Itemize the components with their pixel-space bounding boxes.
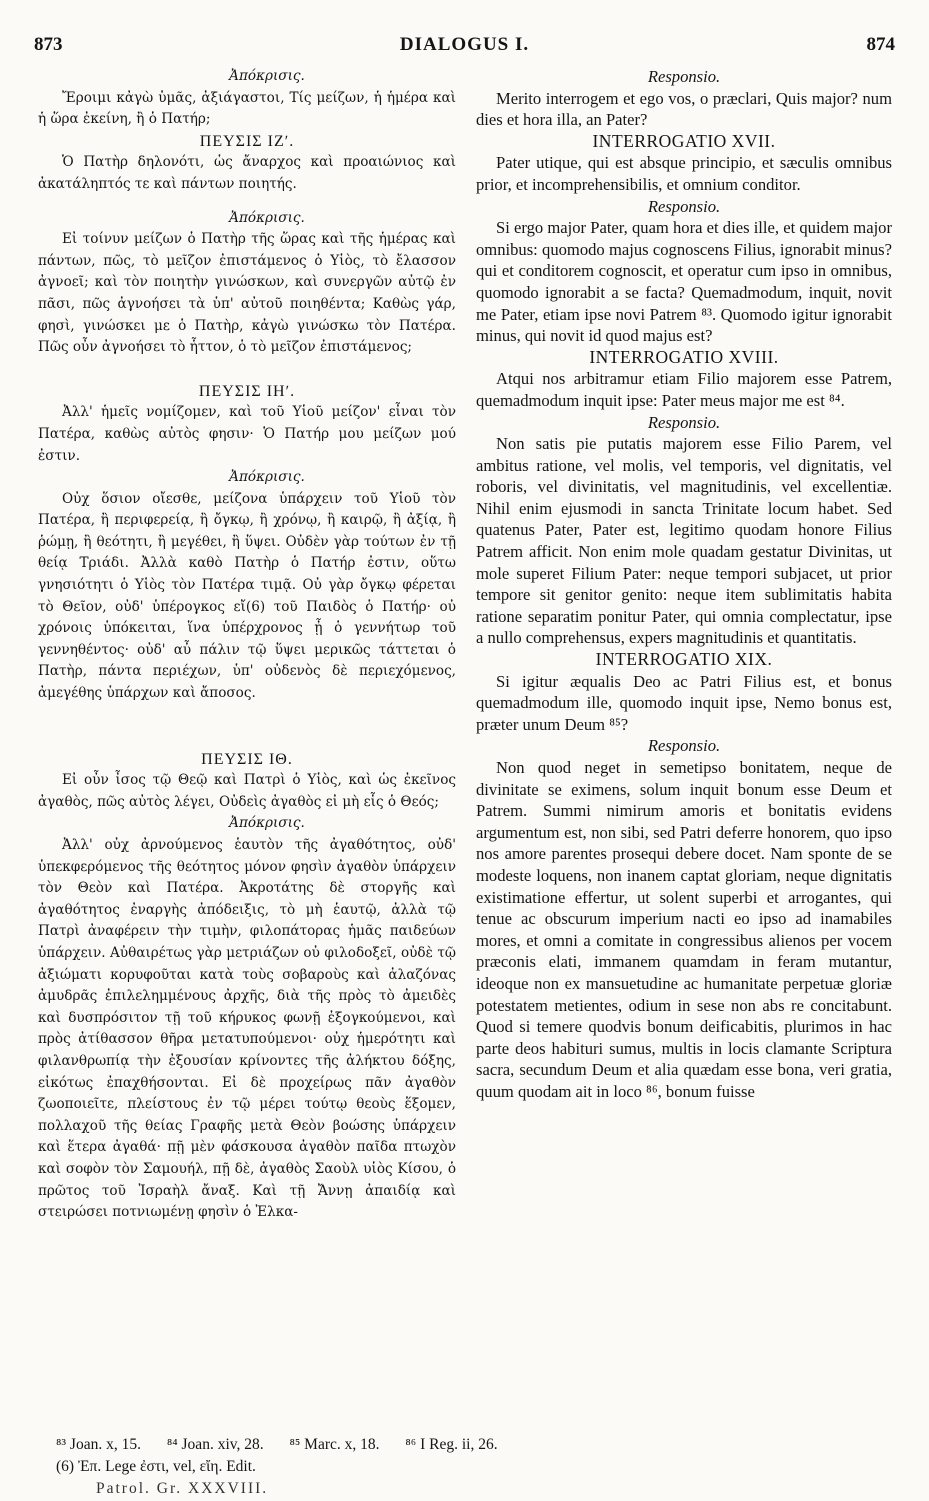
question-heading: ΠΕΥΣΙΣ ΙΘ.: [201, 750, 293, 768]
response-label: Ἀπόκρισις.: [229, 469, 305, 486]
question-heading: INTERROGATIO XIX.: [595, 649, 773, 670]
response-label: Responsio.: [647, 736, 721, 756]
footnote-83: ⁸³ Joan. x, 15.: [56, 1436, 141, 1453]
running-header: [0, 34, 929, 58]
paragraph: Merito interrogem et ego vos, o præclari, Quis major? num dies et hora illa, an Pater?: [476, 88, 892, 130]
paragraph: Ὁ Πατὴρ δηλονότι, ὡς ἄναρχος καὶ προαιώνιος καὶ ἀκατάληπτός τε καὶ πάντων ποιητής.: [38, 154, 456, 192]
spacer: [38, 359, 456, 381]
response-label: Ἀπόκρισις.: [229, 68, 305, 84]
greek-column: [38, 66, 456, 1430]
question-heading: INTERROGATIO XVII.: [592, 130, 776, 151]
response-label: Ἀπόκρισις.: [229, 815, 305, 832]
footnote-85: ⁸⁵ Marc. x, 18.: [289, 1436, 380, 1453]
paragraph: Si igitur æqualis Deo ac Patri Filius est, et bonus quemadmodum ille, quomodo inquit ipse, Nemo bonus est, præter unum Deum ⁸⁵?: [476, 671, 892, 734]
latin-column: [476, 66, 892, 1430]
paragraph: Οὐχ ὅσιον οἴεσθε, μείζονα ὑπάρχειν τοῦ Υἱοῦ τὸν Πατέρα, ἢ περιφερείᾳ, ἢ ὄγκῳ, ἢ χρόνῳ, ἢ καιρῷ, ἢ ἀξίᾳ, ἢ ῥώμῃ, ἢ θεότητι, ἢ μεγέθει, ἢ ὕψει. Οὐδὲν γὰρ τούτων ἐν τῇ θείᾳ Τριάδι. Ἀλλὰ καθὸ Πατὴρ ὁ Πατήρ ἐστιν, οὕτω γνησιότητι ὁ Υἱὸς τὸν Πατέρα τιμᾷ. Οὐ γὰρ ὄγκῳ φέρεται τὸ Θεῖον, οὐδ' ὑπέρογκος εἴ(6) τοῦ Παιδὸς ὁ Πατήρ· οὐ χρόνοις ὑπόκειται, ἵνα ὑπέρχρονος ᾖ ὁ γεννήτωρ τοῦ γεννηθέντος· οὐδ' αὖ πάλιν τῷ ὕψει μερικῶς τάττεται ὁ Πατὴρ, πάντα περιέχων, ὑπ' οὐδενὸς δὲ περιεχόμενος, ἀμεγέθης ὑπάρχων καὶ ἄποσος.: [38, 490, 456, 702]
question-heading: INTERROGATIO XVIII.: [589, 346, 779, 367]
footnote-86: ⁸⁶ I Reg. ii, 26.: [405, 1436, 498, 1453]
paragraph: Ἀλλ' οὐχ ἀρνούμενος ἑαυτὸν τῆς ἀγαθότητος, οὐδ' ὑπεκφερόμενος τῆς θεότητος μόνον φησὶν ἀγαθὸν ὑπάρχειν τὸν Θεὸν καὶ Πατέρα. Ἀκροτάτης δὲ στοργῆς καὶ ἀγαθότητος ἐναργὴς ἀπόδειξις, τὸ μὴ ἑαυτῷ, ἀλλὰ τῷ Πατρὶ ἀναφέρειν τὴν τιμὴν, φιλοπάτορας ἡμᾶς παιδεύων ὑπάρχειν. Αὐθαιρέτως γὰρ μετριάζων οὐ φιλοδοξεῖ, οὐδὲ τῷ ἀξιώματι κορυφοῦται κατὰ τοὺς σοβαροὺς καὶ ἀλαζόνας ἀμυδρᾶς ἐπιλελημμένους ἀρχῆς, διὰ τῆς πρὸς τὸ ἀμειδὲς καὶ δυσπρόσιτον τῇ τοῦ κήρυκος φωνῇ ἐξογκούμενοι, καὶ πρὸς ἀτίθασσον θῆρα μετατυπούμενοι· οὐχ ἡμερότητι καὶ φιλανθρωπίᾳ τὴν ἐξουσίαν κρίνοντες τῆς ἀλήκτου δόξης, εἰκότως ἐπαχθήσονται. Εἰ δὲ προχείρως πᾶν ἀγαθὸν ζωοποιεῖτε, πλείστους ἐν τῷ μέρει τούτῳ θεοὺς ἕξομεν, πολλαχοῦ τῆς θείας Γραφῆς μετὰ Θεὸν βοώσης ὑπάρχειν καὶ ἕτερα ἀγαθά· πῇ μὲν φάσκουσα ἀγαθὸν παῖδα πτωχὸν καὶ σοφὸν τὸν Σαμουήλ, πῇ δὲ, ἀγαθὸς Σαοὺλ υἱὸς Κίσου, ὁ πρῶτος τοῦ Ἰσραὴλ ἄναξ. Καὶ τῇ Ἄννῃ ἀπαιδίᾳ καὶ στειρώσει ποτνιωμένῃ φησὶν ὁ Ἐλκα-: [38, 837, 456, 1221]
response-label: Ἀπόκρισις.: [229, 209, 305, 226]
paragraph: Si ergo major Pater, quam hora et dies ille, et quidem major omnibus: quomodo majus cognoscens Filius, ignorabit minus? qui et conditorem cognoscit, et operatur cum ipso in omnibus, quomodo ignorabit a se facta? Quemadmodum, inquit, novit me Pater, etiam ipse novi Patrem ⁸³. Quomodo igitur ignorabit minus, qui novit id quod majus est?: [476, 218, 892, 346]
response-label: Responsio.: [647, 196, 721, 216]
signature-line: [56, 1478, 896, 1500]
response-label: Responsio.: [647, 67, 721, 86]
paragraph: Atqui nos arbitramur etiam Filio majorem esse Patrem, quemadmodum inquit ipse: Pater meus major me est ⁸⁴.: [476, 369, 892, 410]
footnote-line-refs: [56, 1434, 896, 1456]
footnotes: [56, 1434, 896, 1500]
page-number-left: 873: [34, 34, 63, 55]
running-title: DIALOGUS I.: [399, 34, 530, 55]
page-number-right: 874: [866, 34, 895, 55]
spacer: [38, 705, 456, 749]
signature: Patrol. Gr. XXXVIII.: [96, 1480, 269, 1497]
footnote-6: (6) Ἐπ. Lege ἐστι, vel, εἴη. Edit.: [56, 1458, 256, 1475]
question-heading: ΠΕΥΣΙΣ ΙΗʹ.: [198, 382, 296, 400]
footnote-84: ⁸⁴ Joan. xiv, 28.: [166, 1436, 264, 1453]
paragraph: Εἰ οὖν ἶσος τῷ Θεῷ καὶ Πατρὶ ὁ Υἱὸς, καὶ ὡς ἐκεῖνος ἀγαθὸς, πῶς αὐτὸς λέγει, Οὐδεὶς ἀγαθὸς εἰ μὴ εἷς ὁ Θεός;: [38, 772, 456, 810]
paragraph: Non satis pie putatis majorem esse Filio Parem, vel ambitus ratione, vel molis, vel temporis, vel dignitatis, vel roboris, vel divinitatis, vel magnitudinis, vel excellentiæ. Nihil enim ejusmodi in sancta Trinitate locum habet. Sed quatenus Pater, Pater est, legitimo quodam honore Filius Patrem afficit. Non enim mole quadam gestatur Divinitas, ut mole superet Filium Pater: neque tempori subjacet, ut prior tempore sit genitor genito: neque item sublimitatis habita ratione separatim ponitur Pater, qui omnia complectatur, ipse a nullo comprehensus, expers magnitudinis et quantitatis.: [476, 434, 892, 648]
question-heading: ΠΕΥΣΙΣ ΙΖʹ.: [199, 132, 295, 150]
spacer: [38, 196, 456, 208]
paragraph: Ἀλλ' ἡμεῖς νομίζομεν, καὶ τοῦ Υἱοῦ μείζον' εἶναι τὸν Πατέρα, καθὼς αὐτὸς φησιν· Ὁ Πατήρ μου μείζων μού ἐστιν.: [38, 404, 456, 464]
response-label: Responsio.: [647, 412, 721, 432]
paragraph: Non quod neget in semetipso bonitatem, neque de divinitate se eximens, solum inquit bonum esse Deum et Patrem. Summi nimirum amoris et bonitatis evidens argumentum est, non sibi, sed Patri deferre honorem, quo ipso nos amore parentes prosequi debere docet. Nam sponte de se modeste loquens, non inanem captat gloriam, neque dignitatis existimatione effertur, ut solent superbi et arrogantes, qui tenue ac obscurum imperium nacti eo ipso ad inamabiles mores, et omni a comitate in congressibus alienos per vocem præconis elati, immanem quamdam in feram mutantur, ideoque non ex mansuetudine ac humanitate perpetuæ gloriæ potestatem metientes, odium in sese non abs re concitabunt. Quod si temere quodvis bonum deificabitis, plurimos in hac parte deos habituri sumus, multis in locis clamante Scriptura sacra, secundum Deum et alia quædam esse bona, veri gratia, quum quodam ait in loco ⁸⁶, bonum fuisse: [476, 758, 892, 1101]
paragraph: Εἰ τοίνυν μείζων ὁ Πατὴρ τῆς ὥρας καὶ τῆς ἡμέρας καὶ πάντων, πῶς, τὸ μεῖζον ἐπιστάμενος ὁ Υἱὸς, τὸ ἔλασσον ἀγνοεῖ; καὶ τὸν ποιητὴν γινώσκων, καὶ συνεργῶν αὐτῷ ἐν πᾶσι, πῶς ἀγνοήσει τὰ ὑπ' αὐτοῦ ποιηθέντα; Καθὼς γάρ, φησὶ, γινώσκει με ὁ Πατὴρ, κἀγὼ γινώσκω τὸν Πατέρα. Πῶς οὖν ἀγνοήσει τὸ ἧττον, ὁ τὸ μεῖζον ἐπιστάμενος;: [38, 231, 456, 356]
paragraph: Pater utique, qui est absque principio, et sæculis omnibus prior, et incomprehensibilis, et omnium conditor.: [476, 153, 892, 194]
paragraph: Ἔροιμι κἀγὼ ὑμᾶς, ἀξιάγαστοι, Τίς μείζων, ἡ ἡμέρα καὶ ἡ ὥρα ἐκείνη, ἢ ὁ Πατήρ;: [38, 89, 456, 128]
